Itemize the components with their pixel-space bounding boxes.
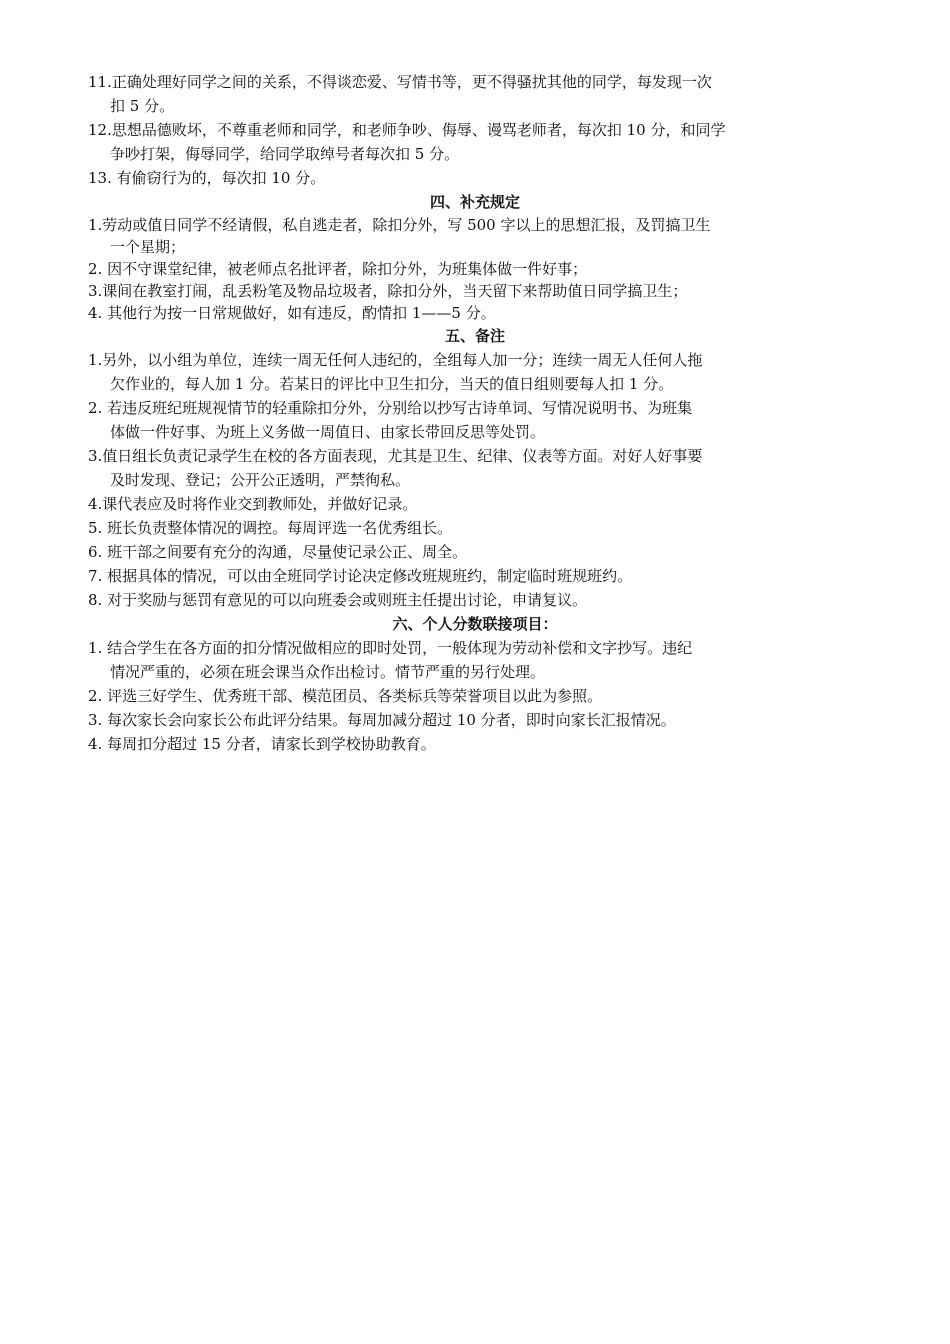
item-text: 1.另外，以小组为单位，连续一周无任何人违纪的，全组每人加一分；连续一周无人任何人拖 — [88, 351, 703, 369]
item-text: 5. 班长负责整体情况的调控。每周评选一名优秀组长。 — [88, 519, 453, 537]
item-text: 3.课间在教室打闹，乱丢粉笔及物品垃圾者，除扣分外，当天留下来帮助值日同学搞卫生； — [88, 282, 688, 300]
item-text: 1.劳动或值日同学不经请假，私自逃走者，除扣分外，写 500 字以上的思想汇报，及罚搞卫生 — [88, 216, 711, 234]
section-heading: 五、备注 — [444, 327, 505, 345]
item-text: 8. 对于奖励与惩罚有意见的可以向班委会或则班主任提出讨论，申请复议。 — [88, 591, 588, 609]
list-item — [88, 166, 862, 190]
item-text: 3.值日组长负责记录学生在校的各方面表现，尤其是卫生、纪律、仪表等方面。对好人好事要 — [88, 447, 703, 465]
item-continuation: 及时发现、登记；公开公正透明，严禁徇私。 — [110, 471, 411, 489]
list-item — [88, 118, 862, 166]
item-text: 2. 若违反班纪班规视情节的轻重除扣分外，分别给以抄写古诗单词、写情况说明书、为班集 — [88, 399, 693, 417]
list-item — [88, 708, 862, 732]
item-continuation: 一个星期； — [110, 238, 186, 256]
item-text: 7. 根据具体的情况，可以由全班同学讨论决定修改班规班约，制定临时班规班约。 — [88, 567, 633, 585]
item-text: 2. 评选三好学生、优秀班干部、模范团员、各类标兵等荣誉项目以此为参照。 — [88, 687, 603, 705]
list-item — [88, 214, 862, 258]
item-text: 4.课代表应及时将作业交到教师处，并做好记录。 — [88, 495, 418, 513]
item-text: 6. 班干部之间要有充分的沟通，尽量使记录公正、周全。 — [88, 543, 468, 561]
list-item — [88, 564, 862, 588]
section-notes — [88, 324, 862, 612]
section-supplementary — [88, 190, 862, 324]
item-text: 12.思想品德败坏，不尊重老师和同学，和老师争吵、侮辱、谩骂老师者，每次扣 10 分，和同学 — [88, 121, 726, 139]
section-heading: 六、个人分数联接项目： — [392, 615, 558, 633]
list-item — [88, 732, 862, 756]
item-text: 2. 因不守课堂纪律，被老师点名批评者，除扣分外，为班集体做一件好事； — [88, 260, 588, 278]
item-text: 1. 结合学生在各方面的扣分情况做相应的即时处罚，一般体现为劳动补偿和文字抄写。违纪 — [88, 639, 693, 657]
list-item — [88, 302, 862, 324]
list-item — [88, 258, 862, 280]
list-item — [88, 540, 862, 564]
item-text: 4. 其他行为按一日常规做好，如有违反，酌情扣 1——5 分。 — [88, 304, 496, 322]
list-item — [88, 516, 862, 540]
item-continuation: 体做一件好事、为班上义务做一周值日、由家长带回反思等处罚。 — [110, 423, 546, 441]
section-score-linkage — [88, 612, 862, 756]
rules-tail-section — [88, 70, 862, 190]
list-item — [88, 588, 862, 612]
item-text: 4. 每周扣分超过 15 分者，请家长到学校协助教育。 — [88, 735, 436, 753]
list-item — [88, 280, 862, 302]
list-item — [88, 348, 862, 396]
item-continuation: 欠作业的，每人加 1 分。若某日的评比中卫生扣分，当天的值日组则要每人扣 1 分。 — [110, 375, 674, 393]
item-text: 11.正确处理好同学之间的关系，不得谈恋爱、写情书等，更不得骚扰其他的同学，每发现一次 — [88, 73, 712, 91]
item-text: 13. 有偷窃行为的，每次扣 10 分。 — [88, 169, 326, 187]
list-item — [88, 492, 862, 516]
list-item — [88, 444, 862, 492]
section-heading: 四、补充规定 — [429, 193, 520, 211]
item-text: 3. 每次家长会向家长公布此评分结果。每周加减分超过 10 分者，即时向家长汇报情况。 — [88, 711, 676, 729]
item-continuation: 情况严重的，必须在班会课当众作出检讨。情节严重的另行处理。 — [110, 663, 546, 681]
list-item — [88, 396, 862, 444]
list-item — [88, 70, 862, 118]
item-continuation: 争吵打架，侮辱同学，给同学取绰号者每次扣 5 分。 — [110, 145, 460, 163]
list-item — [88, 684, 862, 708]
list-item — [88, 636, 862, 684]
item-continuation: 扣 5 分。 — [110, 97, 175, 115]
